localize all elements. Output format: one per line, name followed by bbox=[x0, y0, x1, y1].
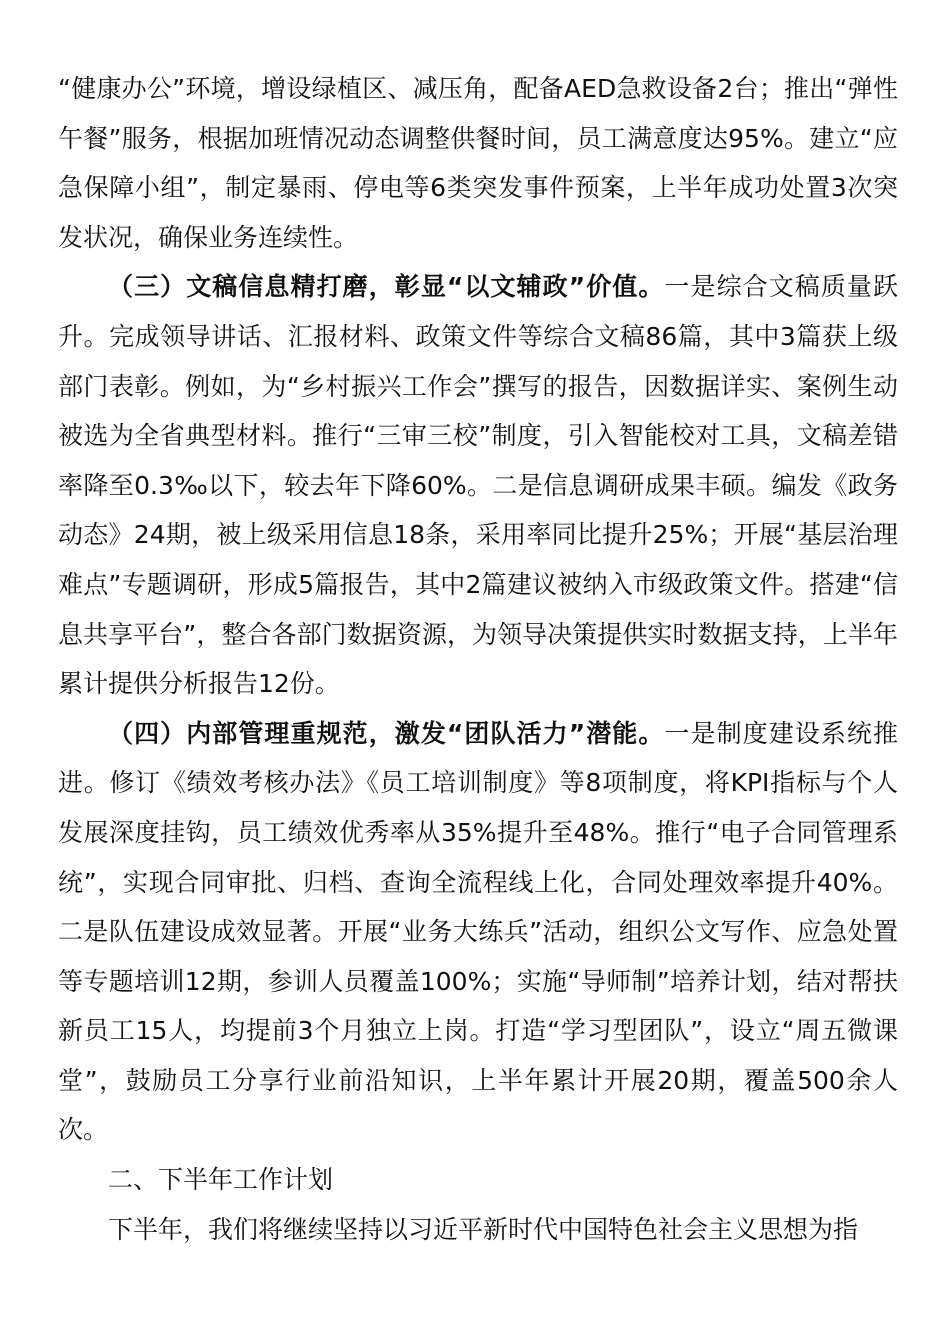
paragraph-healthy-office bbox=[58, 64, 898, 262]
paragraph-heading: （三）文稿信息精打磨，彰显“以文辅政”价值。 bbox=[108, 272, 665, 302]
paragraph-heading: （四）内部管理重规范，激发“团队活力”潜能。 bbox=[108, 718, 665, 748]
section-title: 二、下半年工作计划 bbox=[108, 1165, 334, 1195]
paragraph-text: 一是综合文稿质量跃升。完成领导讲话、汇报材料、政策文件等综合文稿86篇，其中3篇获上级部门表彰。例如，为“乡村振兴工作会”撰写的报告，因数据详实、案例生动被选为全省典型材料。推行“三审三校”制度，引入智能校对工具，文稿差错率降至0.3‰以下，较去年下降60%。二是信息调研成果丰硕。编发《政务动态》24期，被上级采用信息18条，采用率同比提升25%；开展“基层治理难点”专题调研，形成5篇报告，其中2篇建议被纳入市级政策文件。搭建“信息共享平台”，整合各部门数据资源，为领导决策提供实时数据支持，上半年累计提供分析报告12份。 bbox=[58, 272, 898, 699]
paragraph-internal-management bbox=[58, 709, 898, 1155]
document-page bbox=[58, 64, 898, 1254]
closing-paragraph: 下半年，我们将继续坚持以习近平新时代中国特色社会主义思想为指 bbox=[108, 1214, 859, 1244]
paragraph-text: 一是制度建设系统推进。修订《绩效考核办法》《员工培训制度》等8项制度，将KPI指标与个人发展深度挂钩，员工绩效优秀率从35%提升至48%。推行“电子合同管理系统”，实现合同审批、归档、查询全流程线上化，合同处理效率提升40%。二是队伍建设成效显著。开展“业务大练兵”活动，组织公文写作、应急处置等专题培训12期，参训人员覆盖100%；实施“导师制”培养计划，结对帮扶新员工15人，均提前3个月独立上岗。打造“学习型团队”，设立“周五微课堂”，鼓励员工分享行业前沿知识，上半年累计开展20期，覆盖500余人次。 bbox=[58, 718, 898, 1145]
paragraph-text: “健康办公”环境，增设绿植区、减压角，配备AED急救设备2台；推出“弹性午餐”服务，根据加班情况动态调整供餐时间，员工满意度达95%。建立“应急保障小组”，制定暴雨、停电等6类突发事件预案，上半年成功处置3次突发状况，确保业务连续性。 bbox=[58, 74, 898, 252]
paragraph-document-info bbox=[58, 262, 898, 708]
